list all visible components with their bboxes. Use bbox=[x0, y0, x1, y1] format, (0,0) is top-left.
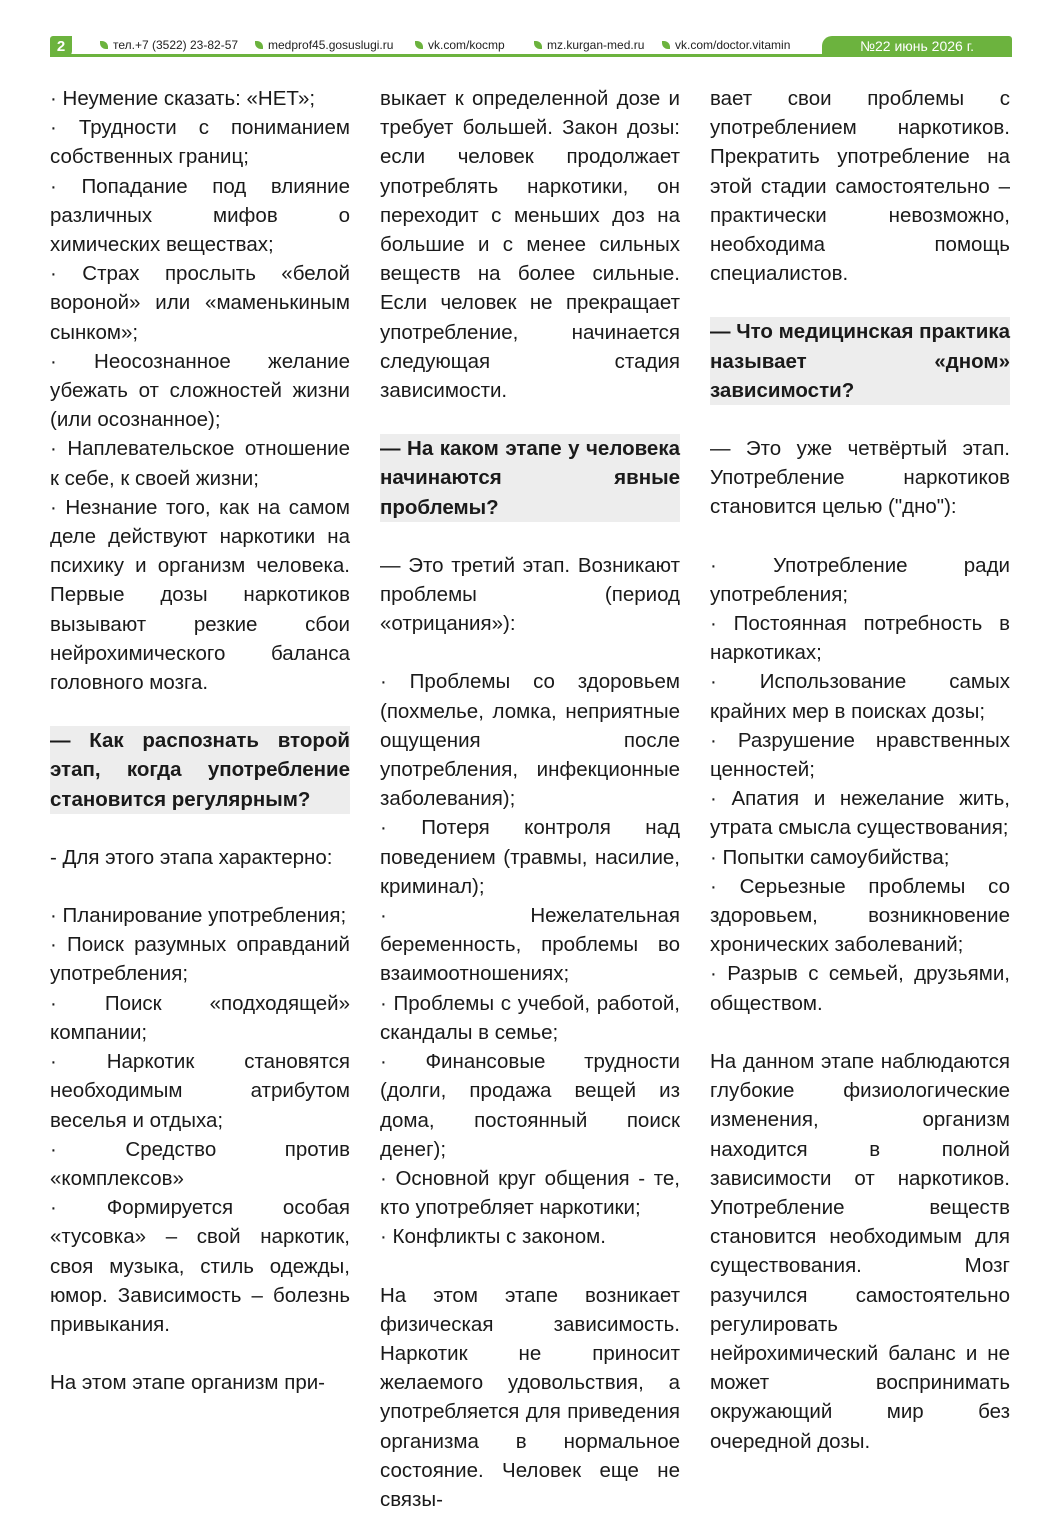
paragraph: — Это уже четвёртый этап. Употребление наркотиков становится целью ("дно"): bbox=[710, 437, 1010, 519]
list-item: · Неосознанное желание убежать от сложностей жизни (или осознанное); bbox=[50, 349, 350, 432]
list-item: · Основной круг общения - те, кто употребляет наркотики; bbox=[380, 1166, 680, 1220]
list-item: · Разрыв с семьей, друзьями, обществом. bbox=[710, 962, 1010, 1015]
leaf-icon bbox=[534, 41, 542, 49]
question-heading: — Что медицинская практика называет «дном» зависимости? bbox=[710, 317, 1010, 405]
list-item: · Использование самых крайних мер в поисках дозы; bbox=[710, 670, 1010, 723]
list-item: · Конфликты с законом. bbox=[380, 1225, 606, 1249]
leaf-icon bbox=[415, 41, 423, 49]
paragraph: — Это третий этап. Возникают проблемы (период «отрицания»): bbox=[380, 553, 680, 636]
paragraph: выкает к определенной дозе и требует большей. Закон дозы: если человек продолжает употреблять наркотики, он переходит с меньших доз на большие и с менее сильных веществ на более сильные. Если человек не прекращает употребление, начинается следующая стадия зависимости. bbox=[380, 87, 680, 403]
question-heading: — На каком этапе у человека начинаются явные проблемы? bbox=[380, 434, 680, 522]
list-item: · Неумение сказать: «НЕТ»; bbox=[50, 87, 316, 110]
list-item: · Финансовые трудности (долги, продажа вещей из дома, постоянный поиск денег); bbox=[380, 1050, 680, 1161]
list-item: · Трудности с пониманием собственных границ; bbox=[50, 116, 350, 169]
list-item: · Поиск «подходящей» компании; bbox=[50, 991, 350, 1044]
column-3 bbox=[710, 84, 1010, 1456]
issue-badge: №22 июнь 2026 г. bbox=[822, 36, 1012, 57]
paragraph: вает свои проблемы с употреблением наркотиков. Прекратить употребление на этой стадии самостоятельно – практически невозможно, необходима помощь специалистов. bbox=[710, 87, 1010, 286]
paragraph: На этом этапе организм при- bbox=[50, 1371, 325, 1395]
list-item: · Планирование употребления; bbox=[50, 904, 347, 928]
leaf-icon bbox=[255, 41, 263, 49]
page-number: 2 bbox=[50, 36, 72, 57]
list-item: · Апатия и нежелание жить, утрата смысла существования; bbox=[710, 787, 1010, 840]
contact-vk-doctor[interactable]: vk.com/doctor.vitamin bbox=[662, 38, 790, 52]
page-header bbox=[50, 36, 1012, 58]
list-item: · Употребление ради употребления; bbox=[710, 553, 1010, 606]
list-item: · Незнание того, как на самом деле действуют наркотики на психику и организм человека. Первые дозы наркотиков вызывают резкие сбои нейрохимического баланса головного мозга. bbox=[50, 495, 350, 695]
paragraph: На этом этапе возникает физическая зависимость. Наркотик не приносит желаемого удовольствия, а употребляется для приведения организма в нормальное состояние. Человек еще не связы- bbox=[380, 1283, 680, 1511]
list-item: · Разрушение нравственных ценностей; bbox=[710, 728, 1010, 782]
list-item: · Наплевательское отношение к себе, к своей жизни; bbox=[50, 437, 350, 490]
list-item: · Потеря контроля над поведением (травмы, насилие, криминал); bbox=[380, 816, 680, 898]
list-item: · Формируется особая «тусовка» – свой наркотик, своя музыка, стиль одежды, юмор. Зависимость – болезнь привыкания. bbox=[50, 1196, 350, 1336]
list-item: · Проблемы со здоровьем (похмелье, ломка, неприятные ощущения после употребления, инфекционные заболевания); bbox=[380, 670, 680, 811]
question-heading: — Как распознать второй этап, когда употребление становится регулярным? bbox=[50, 726, 350, 814]
list-item: · Серьезные проблемы со здоровьем, возникновение хронических заболеваний; bbox=[710, 874, 1010, 957]
column-1 bbox=[50, 84, 350, 1397]
list-item: · Страх прослыть «белой вороной» или «маменькиным сынком»; bbox=[50, 262, 350, 344]
contact-mz-site[interactable]: mz.kurgan-med.ru bbox=[534, 38, 644, 52]
list-item: · Проблемы с учебой, работой, скандалы в семье; bbox=[380, 991, 680, 1044]
list-item: · Нежелательная беременность, проблемы во взаимоотношениях; bbox=[380, 904, 680, 986]
paragraph: - Для этого этапа характерно: bbox=[50, 845, 333, 869]
list-item: · Средство против «комплексов» bbox=[50, 1137, 350, 1190]
list-item: · Постоянная потребность в наркотиках; bbox=[710, 612, 1010, 665]
contact-phone: тел.+7 (3522) 23-82-57 bbox=[100, 38, 238, 52]
leaf-icon bbox=[662, 41, 670, 49]
column-2 bbox=[380, 84, 680, 1514]
list-item: · Поиск разумных оправданий употребления; bbox=[50, 933, 350, 986]
list-item: · Попадание под влияние различных мифов о химических веществах; bbox=[50, 174, 350, 257]
contact-website[interactable]: medprof45.gosuslugi.ru bbox=[255, 38, 393, 52]
list-item: · Наркотик становятся необходимым атрибутом веселья и отдыха; bbox=[50, 1050, 350, 1132]
paragraph: На данном этапе наблюдаются глубокие физиологические изменения, организм находится в полной зависимости от наркотиков. Употребление веществ становится необходимым для существования. Мозг разучился самостоятельно регулировать нейрохимический баланс и не может воспринимать окружающий мир без очередной дозы. bbox=[710, 1049, 1010, 1453]
contact-vk-kocmp[interactable]: vk.com/kocmp bbox=[415, 38, 505, 52]
list-item: · Попытки самоубийства; bbox=[710, 845, 950, 869]
leaf-icon bbox=[100, 41, 108, 49]
